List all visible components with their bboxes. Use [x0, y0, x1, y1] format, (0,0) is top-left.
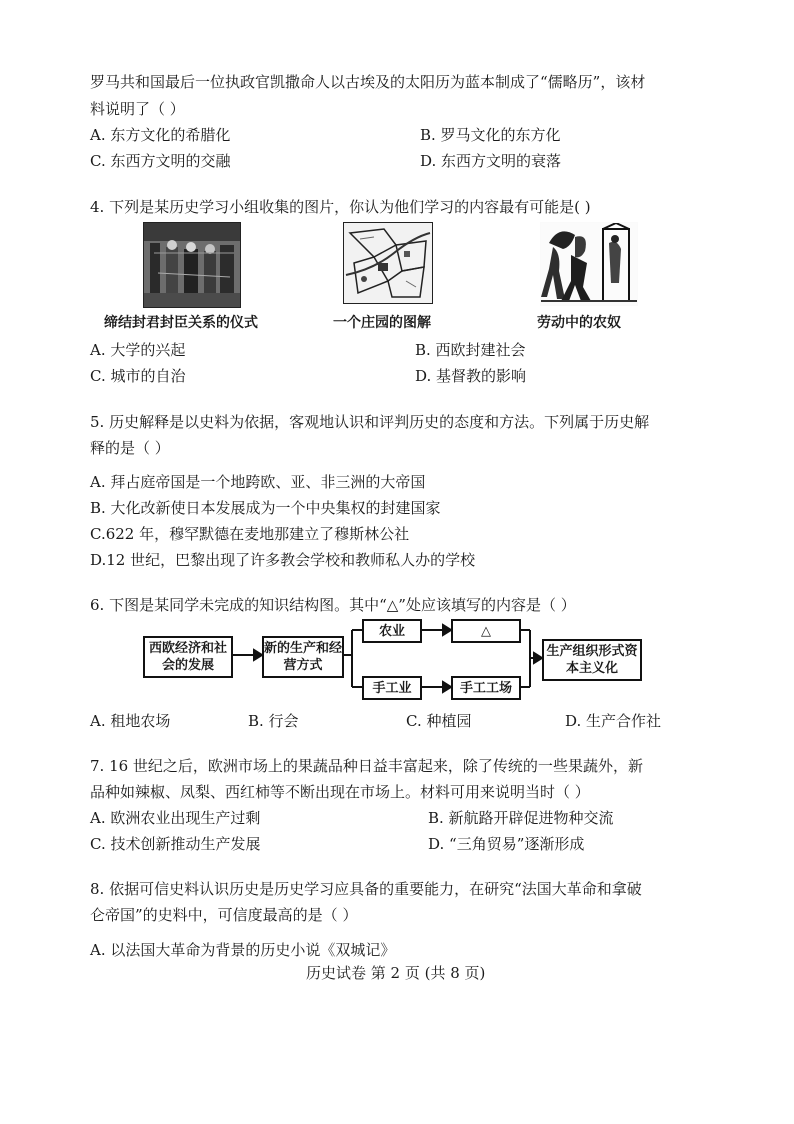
q4-caption-1: 缔结封君封臣关系的仪式 — [104, 315, 258, 331]
q7-option-a: A. 欧洲农业出现生产过剩 — [90, 809, 261, 827]
q4-option-b: B. 西欧封建社会 — [415, 341, 526, 359]
q8-option-a: A. 以法国大革命为背景的历史小说《双城记》 — [90, 941, 396, 959]
q5-stem-line1: 5. 历史解释是以史料为依据，客观地认识和评判历史的态度和方法。下列属于历史解 — [90, 413, 650, 431]
q7-option-d: D. “三角贸易”逐渐形成 — [428, 835, 585, 853]
q6-option-c: C. 种植园 — [406, 712, 472, 730]
q4-option-d: D. 基督教的影响 — [415, 367, 527, 385]
q7-option-b: B. 新航路开辟促进物种交流 — [428, 809, 614, 827]
q5-stem-line2: 释的是（ ） — [90, 439, 170, 457]
q6-option-a: A. 租地农场 — [90, 712, 171, 730]
q3-stem-line2: 料说明了（ ） — [90, 100, 185, 118]
q3-option-a: A. 东方文化的希腊化 — [90, 126, 231, 144]
q6-stem: 6. 下图是某同学未完成的知识结构图。其中“△”处应该填写的内容是（ ） — [90, 596, 576, 614]
diagram-box-agriculture: 农业 — [362, 619, 422, 643]
q3-option-d: D. 东西方文明的衰落 — [420, 152, 562, 170]
diagram-box-economy: 西欧经济和社会的发展 — [143, 636, 233, 678]
q7-stem-line1: 7. 16 世纪之后，欧洲市场上的果蔬品种日益丰富起来，除了传统的一些果蔬外，新 — [90, 757, 643, 775]
q5-option-d: D.12 世纪，巴黎出现了许多教会学校和教师私人办的学校 — [90, 551, 476, 569]
q7-stem-line2: 品种如辣椒、凤梨、西红柿等不断出现在市场上。材料可用来说明当时（ ） — [90, 783, 590, 801]
q4-caption-2: 一个庄园的图解 — [333, 315, 431, 331]
q8-stem-line2: 仑帝国”的史料中，可信度最高的是（ ） — [90, 906, 358, 924]
q3-stem-line1: 罗马共和国最后一位执政官凯撒命人以古埃及的太阳历为蓝本制成了“儒略历”，该材 — [90, 73, 646, 91]
q5-option-a: A. 拜占庭帝国是一个地跨欧、亚、非三洲的大帝国 — [90, 473, 426, 491]
q3-option-c: C. 东西方文明的交融 — [90, 152, 231, 170]
q4-option-c: C. 城市的自治 — [90, 367, 186, 385]
q5-option-c: C.622 年，穆罕默德在麦地那建立了穆斯林公社 — [90, 525, 410, 543]
diagram-box-handicraft: 手工业 — [362, 676, 422, 700]
q6-option-d: D. 生产合作社 — [565, 712, 662, 730]
q4-option-a: A. 大学的兴起 — [90, 341, 186, 359]
diagram-box-blank-triangle: △ — [451, 619, 521, 643]
q7-option-c: C. 技术创新推动生产发展 — [90, 835, 261, 853]
q6-option-b: B. 行会 — [248, 712, 299, 730]
diagram-box-production: 新的生产和经营方式 — [262, 636, 344, 678]
diagram-box-workshop: 手工工场 — [451, 676, 521, 700]
diagram-box-capitalism: 生产组织形式资本主义化 — [542, 639, 642, 681]
q3-option-b: B. 罗马文化的东方化 — [420, 126, 561, 144]
q5-option-b: B. 大化改新使日本发展成为一个中央集权的封建国家 — [90, 499, 441, 517]
q8-stem-line1: 8. 依据可信史料认识历史是历史学习应具备的重要能力，在研究“法国大革命和拿破 — [90, 880, 642, 898]
q4-caption-3: 劳动中的农奴 — [537, 315, 621, 331]
q4-stem: 4. 下列是某历史学习小组收集的图片，你认为他们学习的内容最有可能是( ) — [90, 198, 591, 216]
page-footer: 历史试卷 第 2 页 (共 8 页) — [306, 964, 486, 982]
